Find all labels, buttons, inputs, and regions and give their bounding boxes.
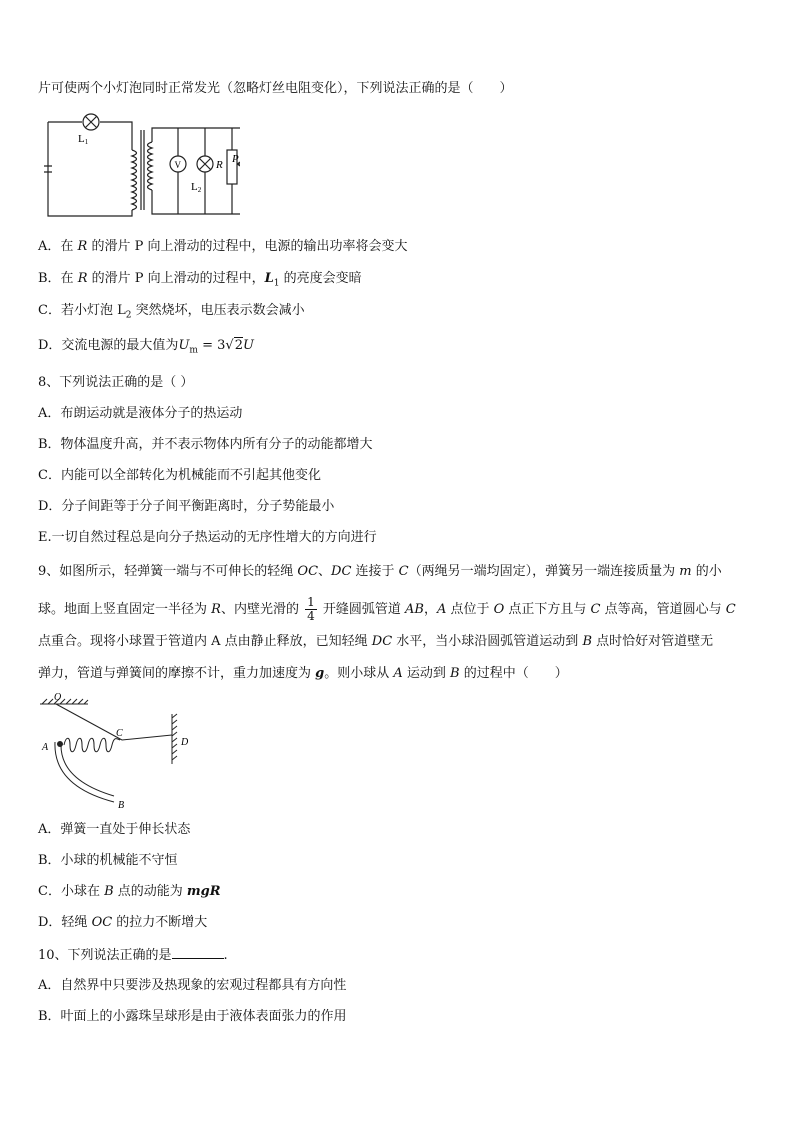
q7-option-c: C．若小灯泡 $L_2$ 突然烧坏，电压表示数会减小 — [38, 303, 305, 321]
q8-option-e: E.一切自然过程总是向分子热运动的无序性增大的方向进行 — [38, 530, 377, 545]
q7-option-b: B．在 R 的滑片 P 向上滑动的过程中，$L_1$ 的亮度会变暗 — [38, 271, 362, 289]
label-a: A — [42, 742, 49, 753]
fraction-one-quarter: $\frac{1}{4}$ — [307, 595, 315, 623]
q8-option-a: A．布朗运动就是液体分子的热运动 — [38, 406, 243, 421]
q10-stem: 10、下列说法正确的是 . — [38, 948, 228, 963]
label-d: D — [181, 737, 189, 748]
q8-stem: 8、下列说法正确的是（ ） — [38, 375, 194, 390]
q9-stem-line-1: 9、如图所示，轻弹簧一端与不可伸长的轻绳 OC、DC 连接于 C（两绳另一端均固定），弹簧另一端连接质量为 m 的小 — [38, 564, 722, 579]
q8-option-c: C．内能可以全部转化为机械能而不引起其他变化 — [38, 468, 321, 483]
q8-option-b: B．物体温度升高，并不表示物体内所有分子的动能都增大 — [38, 437, 373, 452]
label-v: V — [174, 160, 181, 170]
spring-pipe-figure — [36, 690, 196, 810]
label-o: O — [54, 692, 62, 703]
ball — [57, 741, 63, 747]
label-l2: L2 — [191, 181, 202, 194]
q9-option-d: D．轻绳 OC 的拉力不断增大 — [38, 915, 208, 930]
label-p: P — [232, 153, 239, 165]
q7-option-a: A．在 R 的滑片 P 向上滑动的过程中，电源的输出功率将会变大 — [38, 239, 408, 254]
q9-stem-line-2: 球。地面上竖直固定一半径为 R、内壁光滑的 $\frac{1}{4}$ 开缝圆弧管道 AB，A 点位于 O 点正下方且与 C 点等高，管道圆心与 C — [38, 595, 736, 623]
label-c: C — [116, 728, 123, 739]
q8-option-d: D．分子间距等于分子间平衡距离时，分子势能最小 — [38, 499, 335, 514]
label-r: R — [216, 159, 223, 171]
q7-stem: 片可使两个小灯泡同时正常发光（忽略灯丝电阻变化），下列说法正确的是（ ） — [38, 81, 513, 96]
q7-option-d: D．交流电源的最大值为$U_m = 3√2U$ — [38, 338, 254, 356]
q9-option-c: C．小球在 B 点的动能为 mgR — [38, 884, 221, 899]
label-b: B — [118, 800, 125, 810]
q10-option-a: A．自然界中只要涉及热现象的宏观过程都具有方向性 — [38, 978, 347, 993]
q9-stem-line-4: 弹力，管道与弹簧间的摩擦不计，重力加速度为 g。则小球从 A 运动到 B 的过程中（ ） — [38, 666, 568, 681]
transformer-circuit-figure — [40, 112, 240, 222]
q10-option-b: B．叶面上的小露珠呈球形是由于液体表面张力的作用 — [38, 1009, 347, 1024]
answer-blank — [172, 946, 224, 959]
q9-option-b: B．小球的机械能不守恒 — [38, 853, 178, 868]
q9-stem-line-3: 点重合。现将小球置于管道内 A 点由静止释放，已知轻绳 DC 水平，当小球沿圆弧管道运动到 B 点时恰好对管道壁无 — [38, 634, 714, 649]
q9-option-a: A．弹簧一直处于伸长状态 — [38, 822, 191, 837]
label-l1: L1 — [78, 133, 89, 146]
